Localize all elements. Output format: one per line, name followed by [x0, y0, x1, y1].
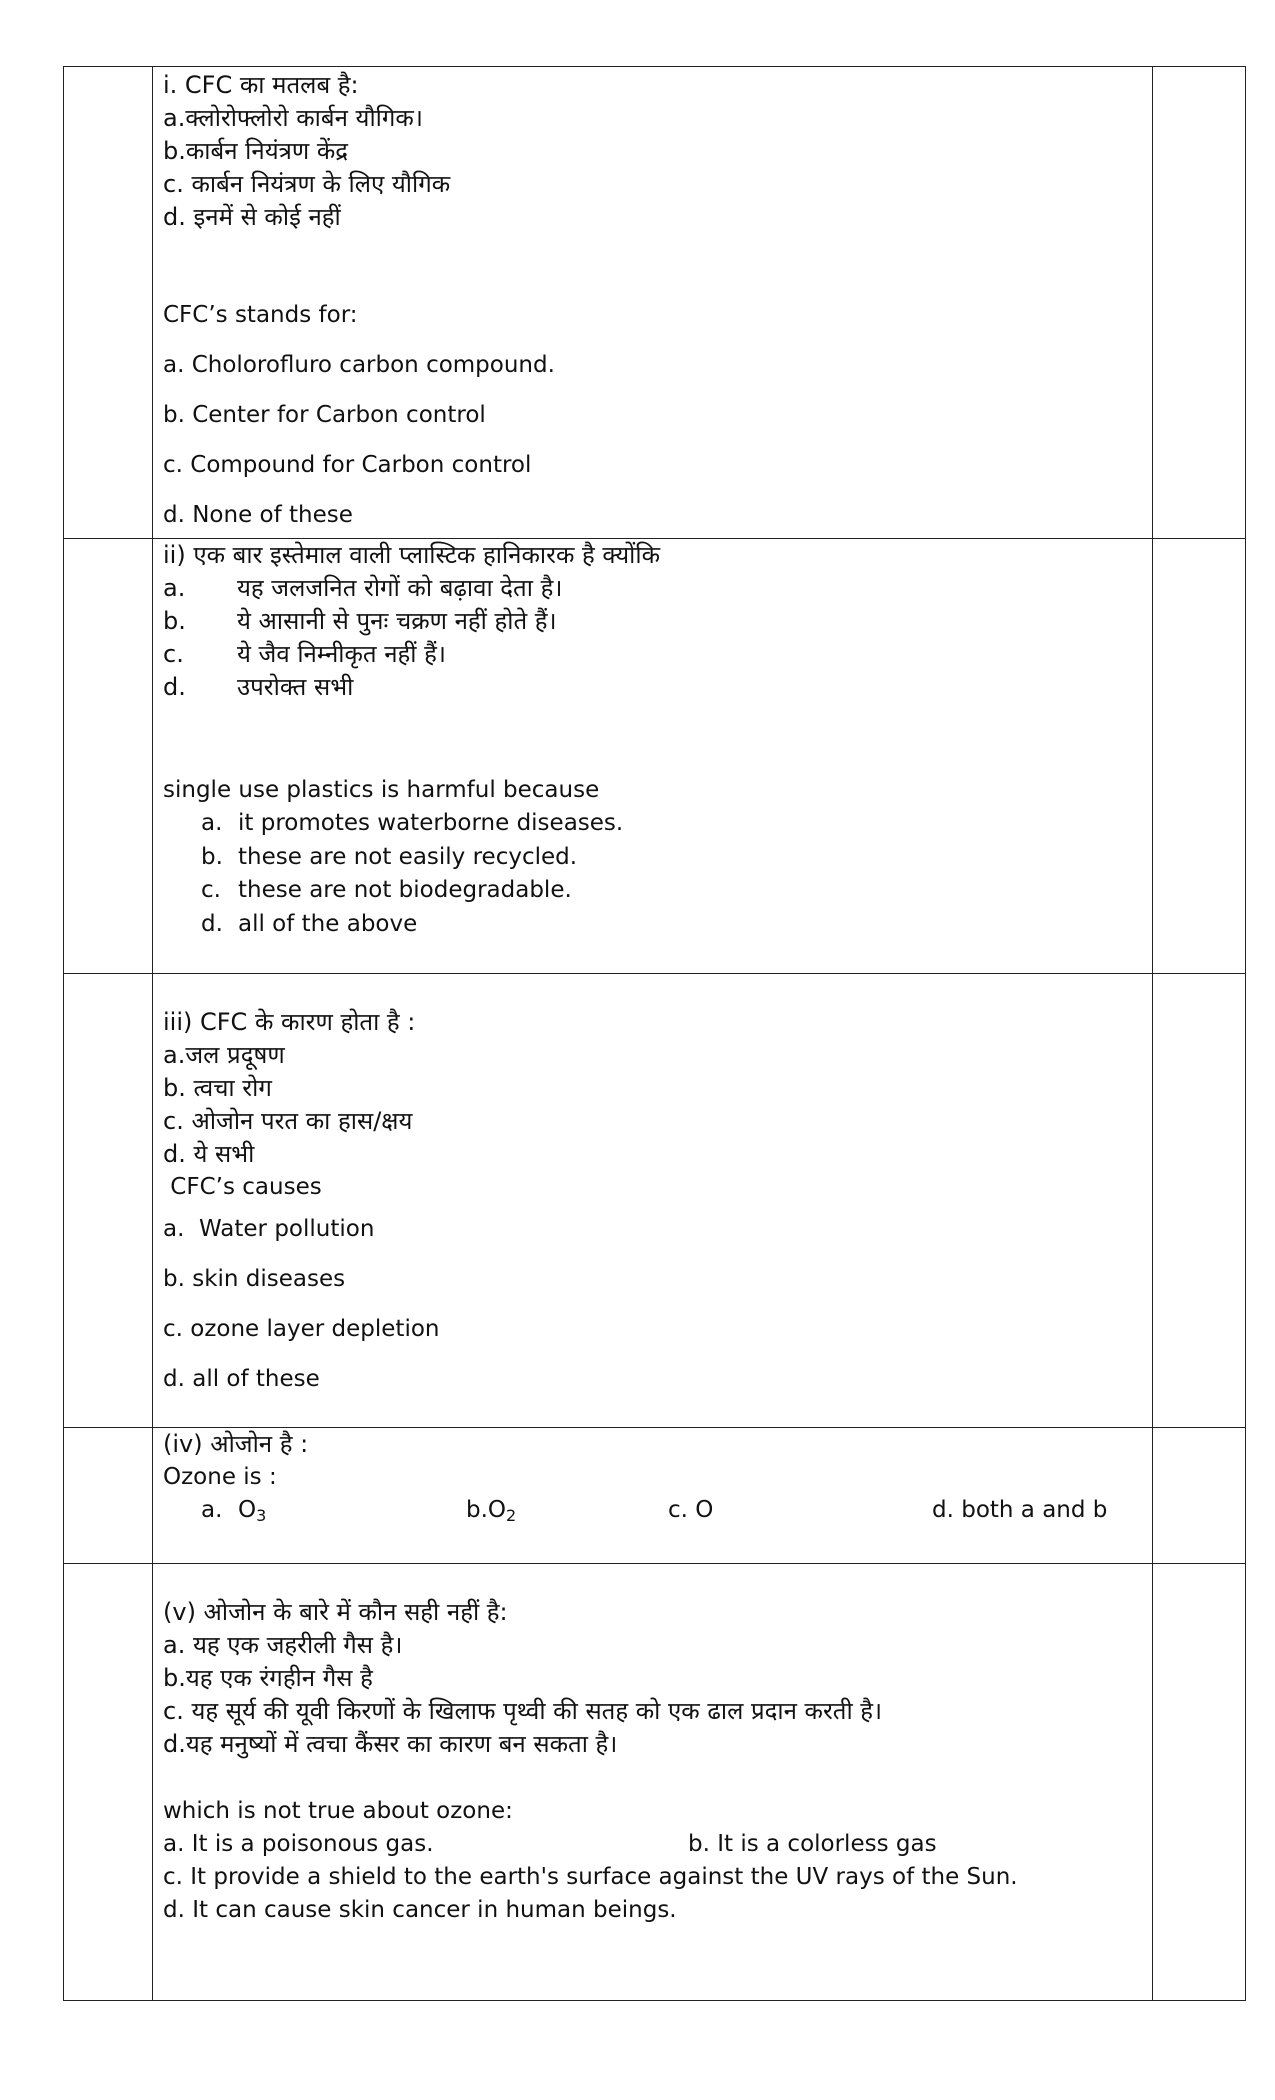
option-text: उपरोक्त सभी: [237, 673, 354, 701]
q1-en-option: d. None of these: [163, 502, 353, 528]
formula-base: b.O: [466, 1497, 507, 1523]
formula-subscript: 3: [256, 1506, 267, 1525]
q3-hi-title: iii) CFC के कारण होता है :: [163, 1008, 416, 1036]
formula-base: O: [238, 1497, 257, 1523]
question-row-3: [64, 974, 1246, 1428]
marks-cell: [1153, 1428, 1246, 1563]
q4-hi-title: (iv) ओजोन है :: [163, 1430, 309, 1458]
q2-en-option: [201, 874, 1152, 908]
question-row-2: [64, 539, 1246, 974]
marks-cell: [1153, 1564, 1246, 2000]
option-letter: a.: [201, 810, 223, 836]
q5-en-title: which is not true about ozone:: [163, 1798, 513, 1824]
q2-en-option: [201, 841, 1152, 875]
q2-en-options: [163, 807, 1152, 941]
q5-en-option-d: d. It can cause skin cancer in human beings.: [163, 1897, 677, 1923]
q2-hi-option: [163, 572, 1152, 605]
q5-hi-option: c. यह सूर्य की यूवी किरणों के खिलाफ पृथ्वी की सतह को एक ढाल प्रदान करती है।: [163, 1697, 883, 1725]
q3-hi-option: c. ओजोन परत का हास/क्षय: [163, 1107, 413, 1135]
q5-hi-title: (v) ओजोन के बारे में कौन सही नहीं है:: [163, 1598, 508, 1626]
option-letter: d.: [163, 673, 186, 701]
q2-hi-title: ii) एक बार इस्तेमाल वाली प्लास्टिक हानिकारक है क्योंकि: [163, 541, 661, 569]
question-cell: [153, 1564, 1153, 2000]
q1-hi-option: d. इनमें से कोई नहीं: [163, 203, 341, 231]
q5-en-option-a: a. It is a poisonous gas.: [163, 1831, 434, 1857]
q3-hi-option: a.जल प्रदूषण: [163, 1041, 285, 1069]
marks-cell: [1153, 67, 1246, 538]
question-cell: [153, 67, 1153, 538]
q1-en-title: CFC’s stands for:: [163, 302, 358, 328]
option-letter: c.: [163, 640, 184, 668]
marks-cell: [1153, 539, 1246, 973]
q5-en-options-ab: [163, 1828, 1152, 1861]
option-text: these are not biodegradable.: [238, 877, 572, 903]
q5-en-option-b: b. It is a colorless gas: [688, 1831, 937, 1857]
option-text: ये आसानी से पुनः चक्रण नहीं होते हैं।: [237, 607, 557, 635]
q3-en-option: d. all of these: [163, 1366, 320, 1392]
q5-hi-option: d.यह मनुष्यों में त्वचा कैंसर का कारण बन सकता है।: [163, 1730, 618, 1758]
q2-en-title: single use plastics is harmful because: [163, 777, 600, 803]
q1-hi-option: a.क्लोरोफ्लोरो कार्बन यौगिक।: [163, 104, 423, 132]
q1-hi-option: b.कार्बन नियंत्रण केंद्र: [163, 137, 349, 165]
question-row-5: [64, 1564, 1246, 2001]
q3-en-option: c. ozone layer depletion: [163, 1316, 440, 1342]
q1-en-option: c. Compound for Carbon control: [163, 452, 532, 478]
option-letter: b.: [163, 607, 186, 635]
serial-cell: [64, 1428, 153, 1563]
option-letter: c.: [201, 877, 221, 903]
question-cell: [153, 974, 1153, 1427]
serial-cell: [64, 539, 153, 973]
marks-cell: [1153, 974, 1246, 1427]
q4-option-b: [466, 1494, 668, 1527]
serial-cell: [64, 974, 153, 1427]
q3-hi-option: d. ये सभी: [163, 1140, 255, 1168]
option-text: it promotes waterborne diseases.: [238, 810, 624, 836]
q2-en-option: [201, 908, 1152, 942]
formula-subscript: 2: [506, 1506, 517, 1525]
q5-hi-option: b.यह एक रंगहीन गैस है: [163, 1664, 373, 1692]
q1-hi-title: i. CFC का मतलब है:: [163, 71, 359, 99]
q1-en-option: b. Center for Carbon control: [163, 402, 486, 428]
q4-options: [163, 1494, 1152, 1527]
q5-en-option-c: c. It provide a shield to the earth's surface against the UV rays of the Sun.: [163, 1864, 1018, 1890]
q2-hi-option: [163, 605, 1152, 638]
question-table: [63, 66, 1246, 2001]
option-letter: d.: [201, 910, 223, 937]
serial-cell: [64, 1564, 153, 2000]
q3-en-title: CFC’s causes: [163, 1174, 322, 1200]
question-cell: [153, 1428, 1153, 1563]
option-letter: b.: [201, 843, 223, 870]
q3-hi-option: b. त्वचा रोग: [163, 1074, 272, 1102]
option-text: all of the above: [238, 910, 418, 937]
option-text: यह जलजनित रोगों को बढ़ावा देता है।: [237, 574, 563, 602]
q5-hi-option: a. यह एक जहरीली गैस है।: [163, 1631, 403, 1659]
q1-hi-option: c. कार्बन नियंत्रण के लिए यौगिक: [163, 170, 451, 198]
q4-option-a: [238, 1494, 466, 1527]
q2-hi-option: [163, 671, 1152, 704]
q1-en-option: a. Cholorofluro carbon compound.: [163, 352, 555, 378]
question-cell: [153, 539, 1153, 973]
option-letter: a.: [163, 574, 186, 602]
question-row-1: [64, 67, 1246, 539]
q3-en-option: a. Water pollution: [163, 1216, 375, 1242]
q4-option-c: c. O: [668, 1497, 714, 1523]
option-text: these are not easily recycled.: [238, 843, 578, 870]
q4-en-title: Ozone is :: [163, 1464, 277, 1490]
q2-hi-option: [163, 638, 1152, 671]
q2-en-option: [201, 807, 1152, 841]
q4-option-a-letter: a.: [201, 1497, 223, 1523]
option-text: ये जैव निम्नीकृत नहीं हैं।: [237, 640, 446, 668]
q3-en-option: b. skin diseases: [163, 1266, 346, 1292]
q4-option-d: d. both a and b: [932, 1497, 1108, 1523]
question-row-4: [64, 1428, 1246, 1564]
serial-cell: [64, 67, 153, 538]
